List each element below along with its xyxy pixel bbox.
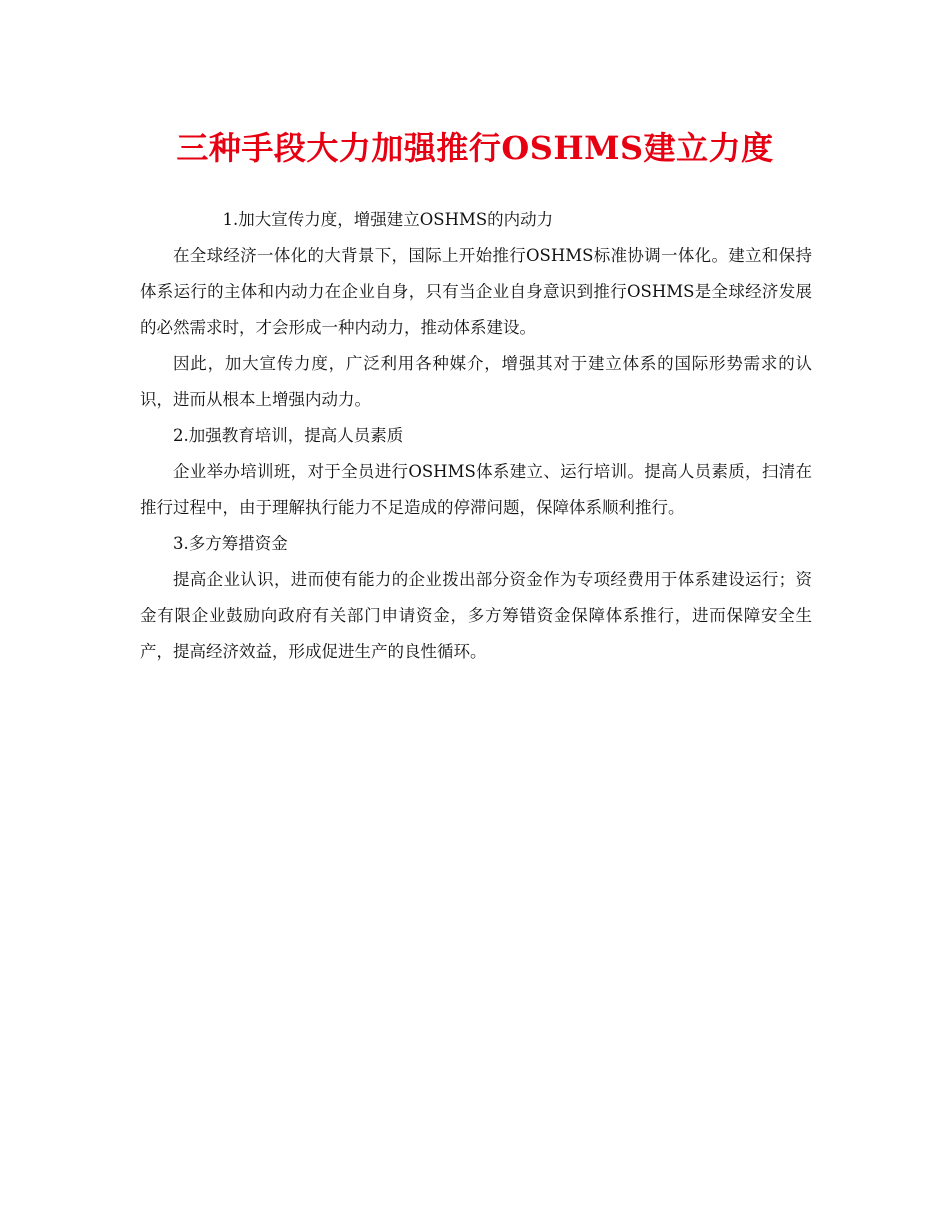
paragraph-2: 因此，加大宣传力度，广泛利用各种媒介，增强其对于建立体系的国际形势需求的认识，进而从根本上增强内动力。 (140, 354, 812, 409)
paragraph-1: 在全球经济一体化的大背景下，国际上开始推行OSHMS标准协调一体化。建立和保持体系运行的主体和内动力在企业自身，只有当企业自身意识到推行OSHMS是全球经济发展的必然需求时，才会形成一种内动力，推动体系建设。 (140, 246, 812, 337)
section-heading-2: 2.加强教育培训，提高人员素质 (173, 426, 404, 445)
paragraph-4: 提高企业认识，进而使有能力的企业拨出部分资金作为专项经费用于体系建设运行；资金有限企业鼓励向政府有关部门申请资金，多方筹错资金保障体系推行，进而保障安全生产，提高经济效益，形成促进生产的良性循环。 (140, 570, 812, 661)
document-title: 三种手段大力加强推行OSHMS建立力度 (176, 129, 774, 167)
section-heading-3: 3.多方筹措资金 (173, 534, 288, 553)
section-heading-1: 1.加大宣传力度，增强建立OSHMS的内动力 (222, 210, 554, 229)
document-body (140, 202, 812, 670)
paragraph-3: 企业举办培训班，对于全员进行OSHMS体系建立、运行培训。提高人员素质，扫清在推行过程中，由于理解执行能力不足造成的停滞问题，保障体系顺利推行。 (140, 462, 812, 517)
